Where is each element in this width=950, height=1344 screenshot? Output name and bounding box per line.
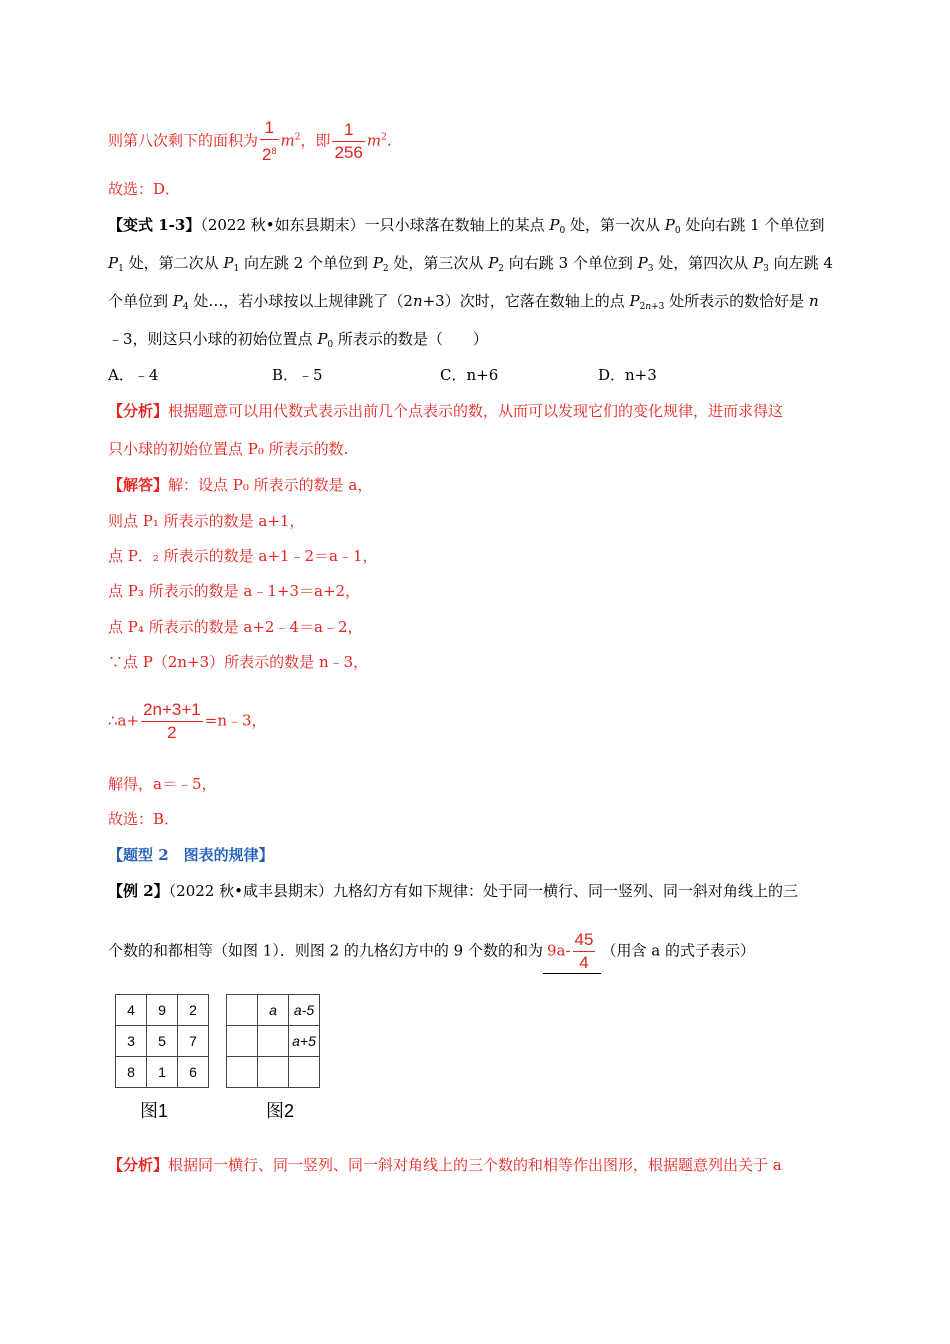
- variant-line-3: 个单位到 $P_4$ 处…，若小球按以上规律跳了（2n+3）次时，它落在数轴上的点 $P_{2n+3}$ 处所表示的数恰好是 n: [108, 292, 819, 312]
- analysis-line-2: 只小球的初始位置点 P₀ 所表示的数.: [108, 440, 349, 458]
- variant-line-4: ﹣3，则这只小球的初始位置点 $P_0$ 所表示的数是（ ）: [108, 330, 488, 350]
- option-a: A．﹣4: [108, 366, 159, 384]
- variant-line-1: 【变式 1-3】（2022 秋•如东县期末）一只小球落在数轴上的某点 $P_0$ 处，第一次从 $P_0$ 处向右跳 1 个单位到: [108, 216, 825, 236]
- option-c: C．n+6: [440, 366, 499, 384]
- option-list: [108, 364, 657, 386]
- option-b: B．﹣5: [272, 366, 323, 384]
- choice-answer-d: 故选：D．: [108, 180, 181, 198]
- example-analysis: 【分析】根据同一横行、同一竖列、同一斜对角线上的三个数的和相等作出图形，根据题意列出关于 a: [108, 1156, 782, 1174]
- magic-square-figure-2: a a-5 a+5: [226, 994, 320, 1088]
- option-d: D．n+3: [598, 366, 657, 384]
- area-statement: 则第八次剩下的面积为 $\frac{1}{2^8}$ $m^2$，即 $\frac{1}{256}$ $m^2$.: [108, 118, 392, 164]
- solution-line-2: 则点 P₁ 所表示的数是 a+1，: [108, 512, 305, 530]
- fraction-one-over-two-pow-eight: $\frac{1}{2^8}$: [262, 118, 277, 164]
- example-line-1: 【例 2】（2022 秋•咸丰县期末）九格幻方有如下规律：处于同一横行、同一竖列、同一斜对角线上的三: [108, 882, 798, 900]
- figure-1-caption: 图1: [140, 1101, 169, 1121]
- fraction-45-over-4: $\frac{45}{4}$: [574, 930, 594, 972]
- section-title: 【题型 2 图表的规律】: [108, 846, 274, 864]
- solution-line-1: 【解答】解：设点 P₀ 所表示的数是 a，: [108, 476, 373, 494]
- solution-line-9: 故选：B．: [108, 810, 180, 828]
- magic-square-figure-1: 4 9 2 3 5 7 8 1 6: [115, 994, 209, 1088]
- solution-line-6: ∵点 P（2n+3）所表示的数是 n﹣3，: [108, 653, 369, 671]
- example-line-2: 个数的和都相等（如图 1）．则图 2 的九格幻方中的 9 个数的和为 9a- $\frac{45}{4}$ （用含 a 的式子表示）: [108, 930, 755, 972]
- analysis-line-1: 【分析】根据题意可以用代数式表示出前几个点表示的数，从而可以发现它们的变化规律，进而求得这: [108, 402, 784, 420]
- solution-line-8: 解得，a＝﹣5，: [108, 775, 217, 793]
- variant-line-2: $P_1$ 处，第二次从 $P_1$ 向左跳 2 个单位到 $P_2$ 处，第三次从 $P_2$ 向右跳 3 个单位到 $P_3$ 处，第四次从 $P_3$ 向左跳 4: [108, 254, 833, 274]
- solution-line-5: 点 P₄ 所表示的数是 a+2﹣4＝a﹣2，: [108, 618, 363, 636]
- solution-line-4: 点 P₃ 所表示的数是 a﹣1+3＝a+2，: [108, 582, 361, 600]
- figure-2-caption: 图2: [266, 1101, 295, 1121]
- solution-line-3: 点 P．₂ 所表示的数是 a+1﹣2＝a﹣1，: [108, 547, 378, 565]
- solution-line-7: ∴a+ $\frac{2n+3+1}{2}$ =n﹣3，: [108, 700, 267, 742]
- answer-blank: 9a- $\frac{45}{4}$: [543, 930, 601, 974]
- fraction-one-over-256: $\frac{1}{256}$: [334, 120, 363, 162]
- fraction-2n-plus-4-over-2: $\frac{2n+3+1}{2}$: [143, 700, 201, 742]
